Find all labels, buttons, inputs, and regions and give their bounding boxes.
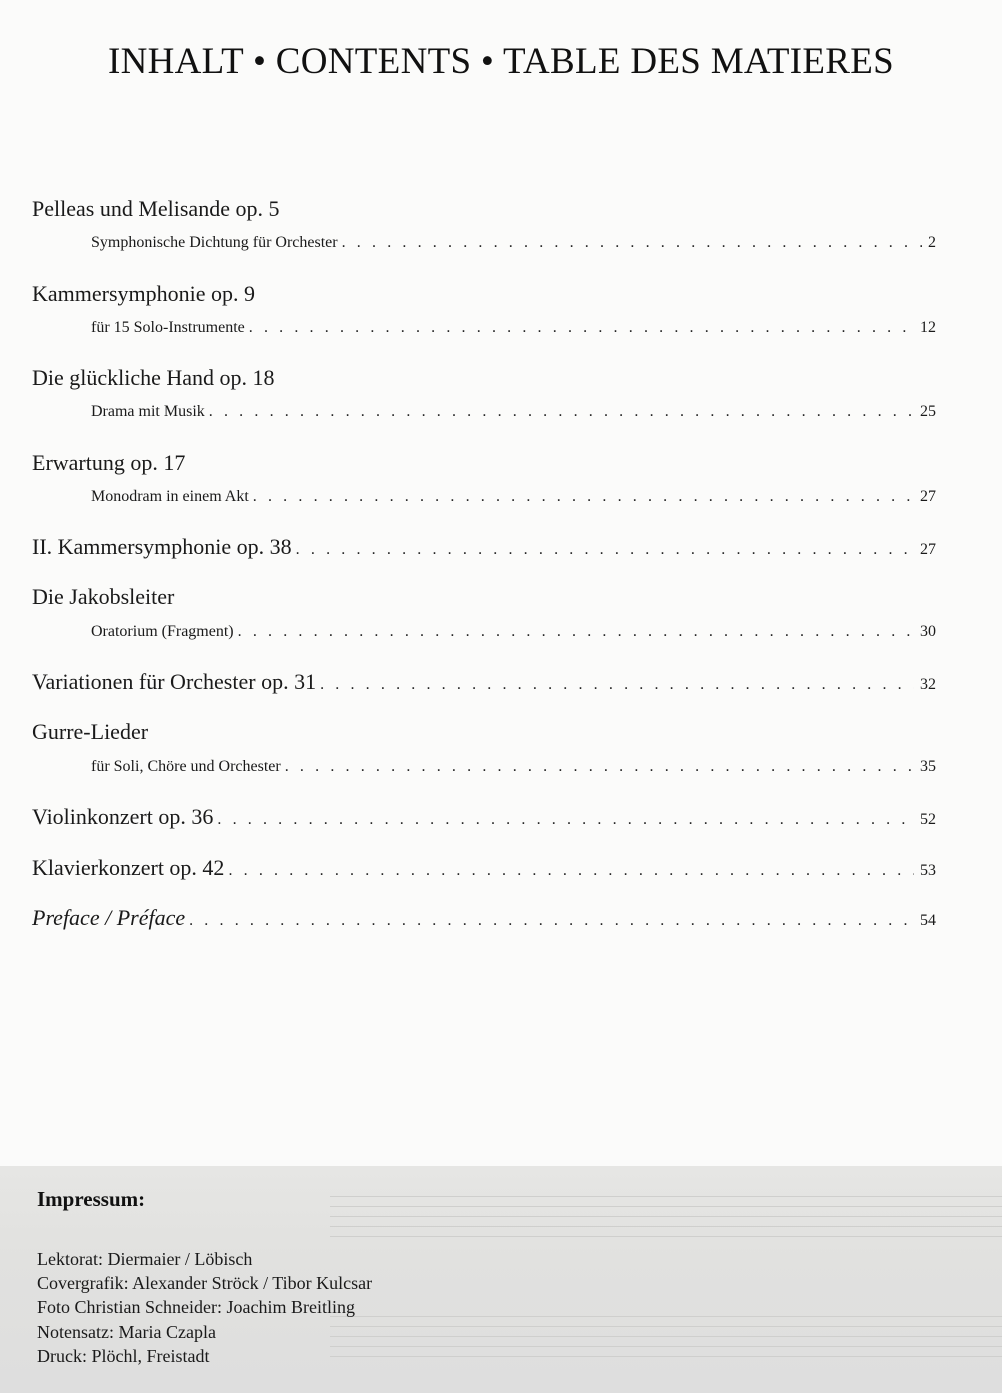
impressum-heading: Impressum:	[37, 1187, 146, 1211]
dot-leader	[217, 811, 914, 829]
background-staff-line	[330, 1196, 1002, 1197]
dot-leader	[228, 862, 914, 880]
credit-line: Foto Christian Schneider: Joachim Breitling	[37, 1297, 355, 1317]
toc-entry[interactable]	[91, 234, 936, 252]
toc-entry-text: Gurre-Lieder	[32, 719, 149, 744]
background-staff-line	[330, 1216, 1002, 1217]
credit-line: Lektorat: Diermaier / Löbisch	[37, 1249, 253, 1269]
dot-leader	[238, 623, 914, 641]
toc-page-number: 2	[928, 234, 936, 251]
toc-entry[interactable]	[91, 403, 936, 421]
toc-entry[interactable]	[32, 669, 936, 694]
dot-leader	[253, 488, 914, 506]
background-staff-line	[330, 1356, 1002, 1357]
dot-leader	[320, 676, 914, 694]
page-title: INHALT • CONTENTS • TABLE DES MATIERES	[107, 41, 894, 82]
toc-entry[interactable]	[32, 804, 936, 829]
credit-line: Druck: Plöchl, Freistadt	[37, 1346, 210, 1366]
toc-entry-title	[32, 365, 936, 390]
dot-leader	[342, 234, 922, 252]
toc-entry-text: Variationen für Orchester op. 31	[32, 669, 317, 694]
toc-entry-text: Violinkonzert op. 36	[32, 804, 214, 829]
toc-page-number: 27	[920, 541, 936, 558]
toc-entry[interactable]	[91, 758, 936, 776]
toc-entry-text: Erwartung op. 17	[32, 450, 186, 475]
dot-leader	[189, 912, 914, 930]
toc-entry-title	[32, 281, 936, 306]
toc-entry[interactable]	[32, 855, 936, 880]
toc-entry-text: Klavierkonzert op. 42	[32, 855, 225, 880]
toc-entry-text: Pelleas und Melisande op. 5	[32, 196, 280, 221]
dot-leader	[296, 541, 914, 559]
toc-page-number: 25	[920, 403, 936, 420]
toc-entry-title	[32, 719, 936, 744]
background-staff-line	[330, 1336, 1002, 1337]
toc-page-number: 35	[920, 758, 936, 775]
toc-entry-text: Drama mit Musik	[91, 403, 205, 420]
toc-page-number: 27	[920, 488, 936, 505]
toc-entry[interactable]	[91, 488, 936, 506]
background-staff-line	[330, 1316, 1002, 1317]
toc-entry-text: Preface / Préface	[32, 905, 186, 930]
toc-page-number: 32	[920, 676, 936, 693]
toc-page-number: 30	[920, 623, 936, 640]
toc-entry-title	[32, 450, 936, 475]
toc-page-number: 53	[920, 862, 936, 879]
impressum-box	[0, 1166, 1002, 1393]
toc-entry[interactable]	[32, 534, 936, 559]
background-staff-line	[330, 1326, 1002, 1327]
toc-entry-title	[32, 196, 936, 221]
toc-entry-text: für Soli, Chöre und Orchester	[91, 758, 281, 775]
toc-page-number: 52	[920, 811, 936, 828]
toc-entry-text: Monodram in einem Akt	[91, 488, 249, 505]
dot-leader	[249, 319, 914, 337]
toc-entry[interactable]	[91, 623, 936, 641]
dot-leader	[209, 403, 914, 421]
toc-entry-text: II. Kammersymphonie op. 38	[32, 534, 292, 559]
background-staff-line	[330, 1236, 1002, 1237]
toc-entry-text: Kammersymphonie op. 9	[32, 281, 256, 306]
toc-entry-text: für 15 Solo-Instrumente	[91, 319, 245, 336]
toc-page-number: 12	[920, 319, 936, 336]
credit-line: Notensatz: Maria Czapla	[37, 1322, 216, 1342]
toc-entry-text: Die glückliche Hand op. 18	[32, 365, 275, 390]
toc-entry-text: Oratorium (Fragment)	[91, 623, 234, 640]
dot-leader	[285, 758, 914, 776]
background-staff-line	[330, 1206, 1002, 1207]
toc-page-number: 54	[920, 912, 936, 929]
background-staff-line	[330, 1346, 1002, 1347]
background-staff-line	[330, 1226, 1002, 1227]
toc-entry-title	[32, 584, 936, 609]
toc-entry-text: Symphonische Dichtung für Orchester	[91, 234, 338, 251]
toc-entry-text: Die Jakobsleiter	[32, 584, 175, 609]
toc-entry[interactable]	[32, 905, 936, 930]
toc-entry[interactable]	[91, 319, 936, 337]
credit-line: Covergrafik: Alexander Ströck / Tibor Kulcsar	[37, 1273, 373, 1293]
